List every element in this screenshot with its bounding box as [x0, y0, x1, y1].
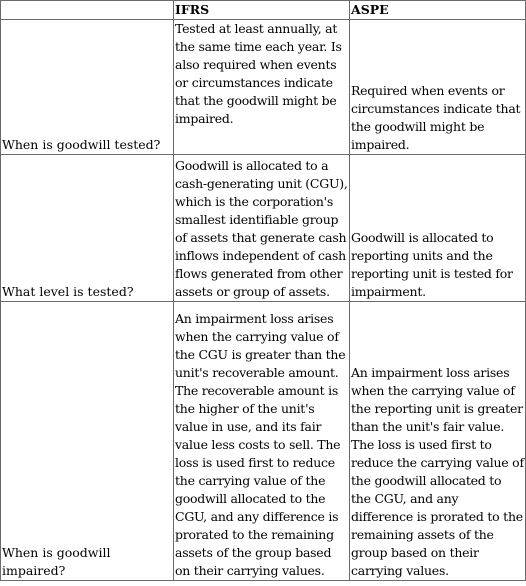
header-question: [1, 1, 174, 20]
question-cell: When is goodwill tested?: [1, 20, 174, 155]
ifrs-cell: Tested at least annually, at the same time each year. Is also required when events or circumstances indicate that the goodwill might be impaired.: [174, 20, 350, 155]
header-aspe: ASPE: [350, 1, 526, 20]
header-ifrs: IFRS: [174, 1, 350, 20]
table-row: [1, 20, 526, 155]
aspe-cell: Goodwill is allocated to reporting units and the reporting unit is tested for impairment.: [350, 155, 526, 302]
table-row: [1, 155, 526, 302]
question-cell: What level is tested?: [1, 155, 174, 302]
aspe-cell: An impairment loss arises when the carrying value of the reporting unit is greater than the unit's fair value. The loss is used first to reduce the carrying value of the goodwill allocated to the CGU, and any difference is prorated to the remaining assets of the group based on their carrying values.: [350, 302, 526, 581]
table-row: [1, 302, 526, 581]
ifrs-cell: Goodwill is allocated to a cash-generating unit (CGU), which is the corporation's smallest identifiable group of assets that generate cash inflows independent of cash flows generated from other assets or group of assets.: [174, 155, 350, 302]
header-row: [1, 1, 526, 20]
aspe-cell: Required when events or circumstances indicate that the goodwill might be impaired.: [350, 20, 526, 155]
ifrs-cell: An impairment loss arises when the carrying value of the CGU is greater than the unit's recoverable amount. The recoverable amount is the higher of the unit's value in use, and its fair value less costs to sell. The loss is used first to reduce the carrying value of the goodwill allocated to the CGU, and any difference is prorated to the remaining assets of the group based on their carrying values.: [174, 302, 350, 581]
question-cell: When is goodwill impaired?: [1, 302, 174, 581]
